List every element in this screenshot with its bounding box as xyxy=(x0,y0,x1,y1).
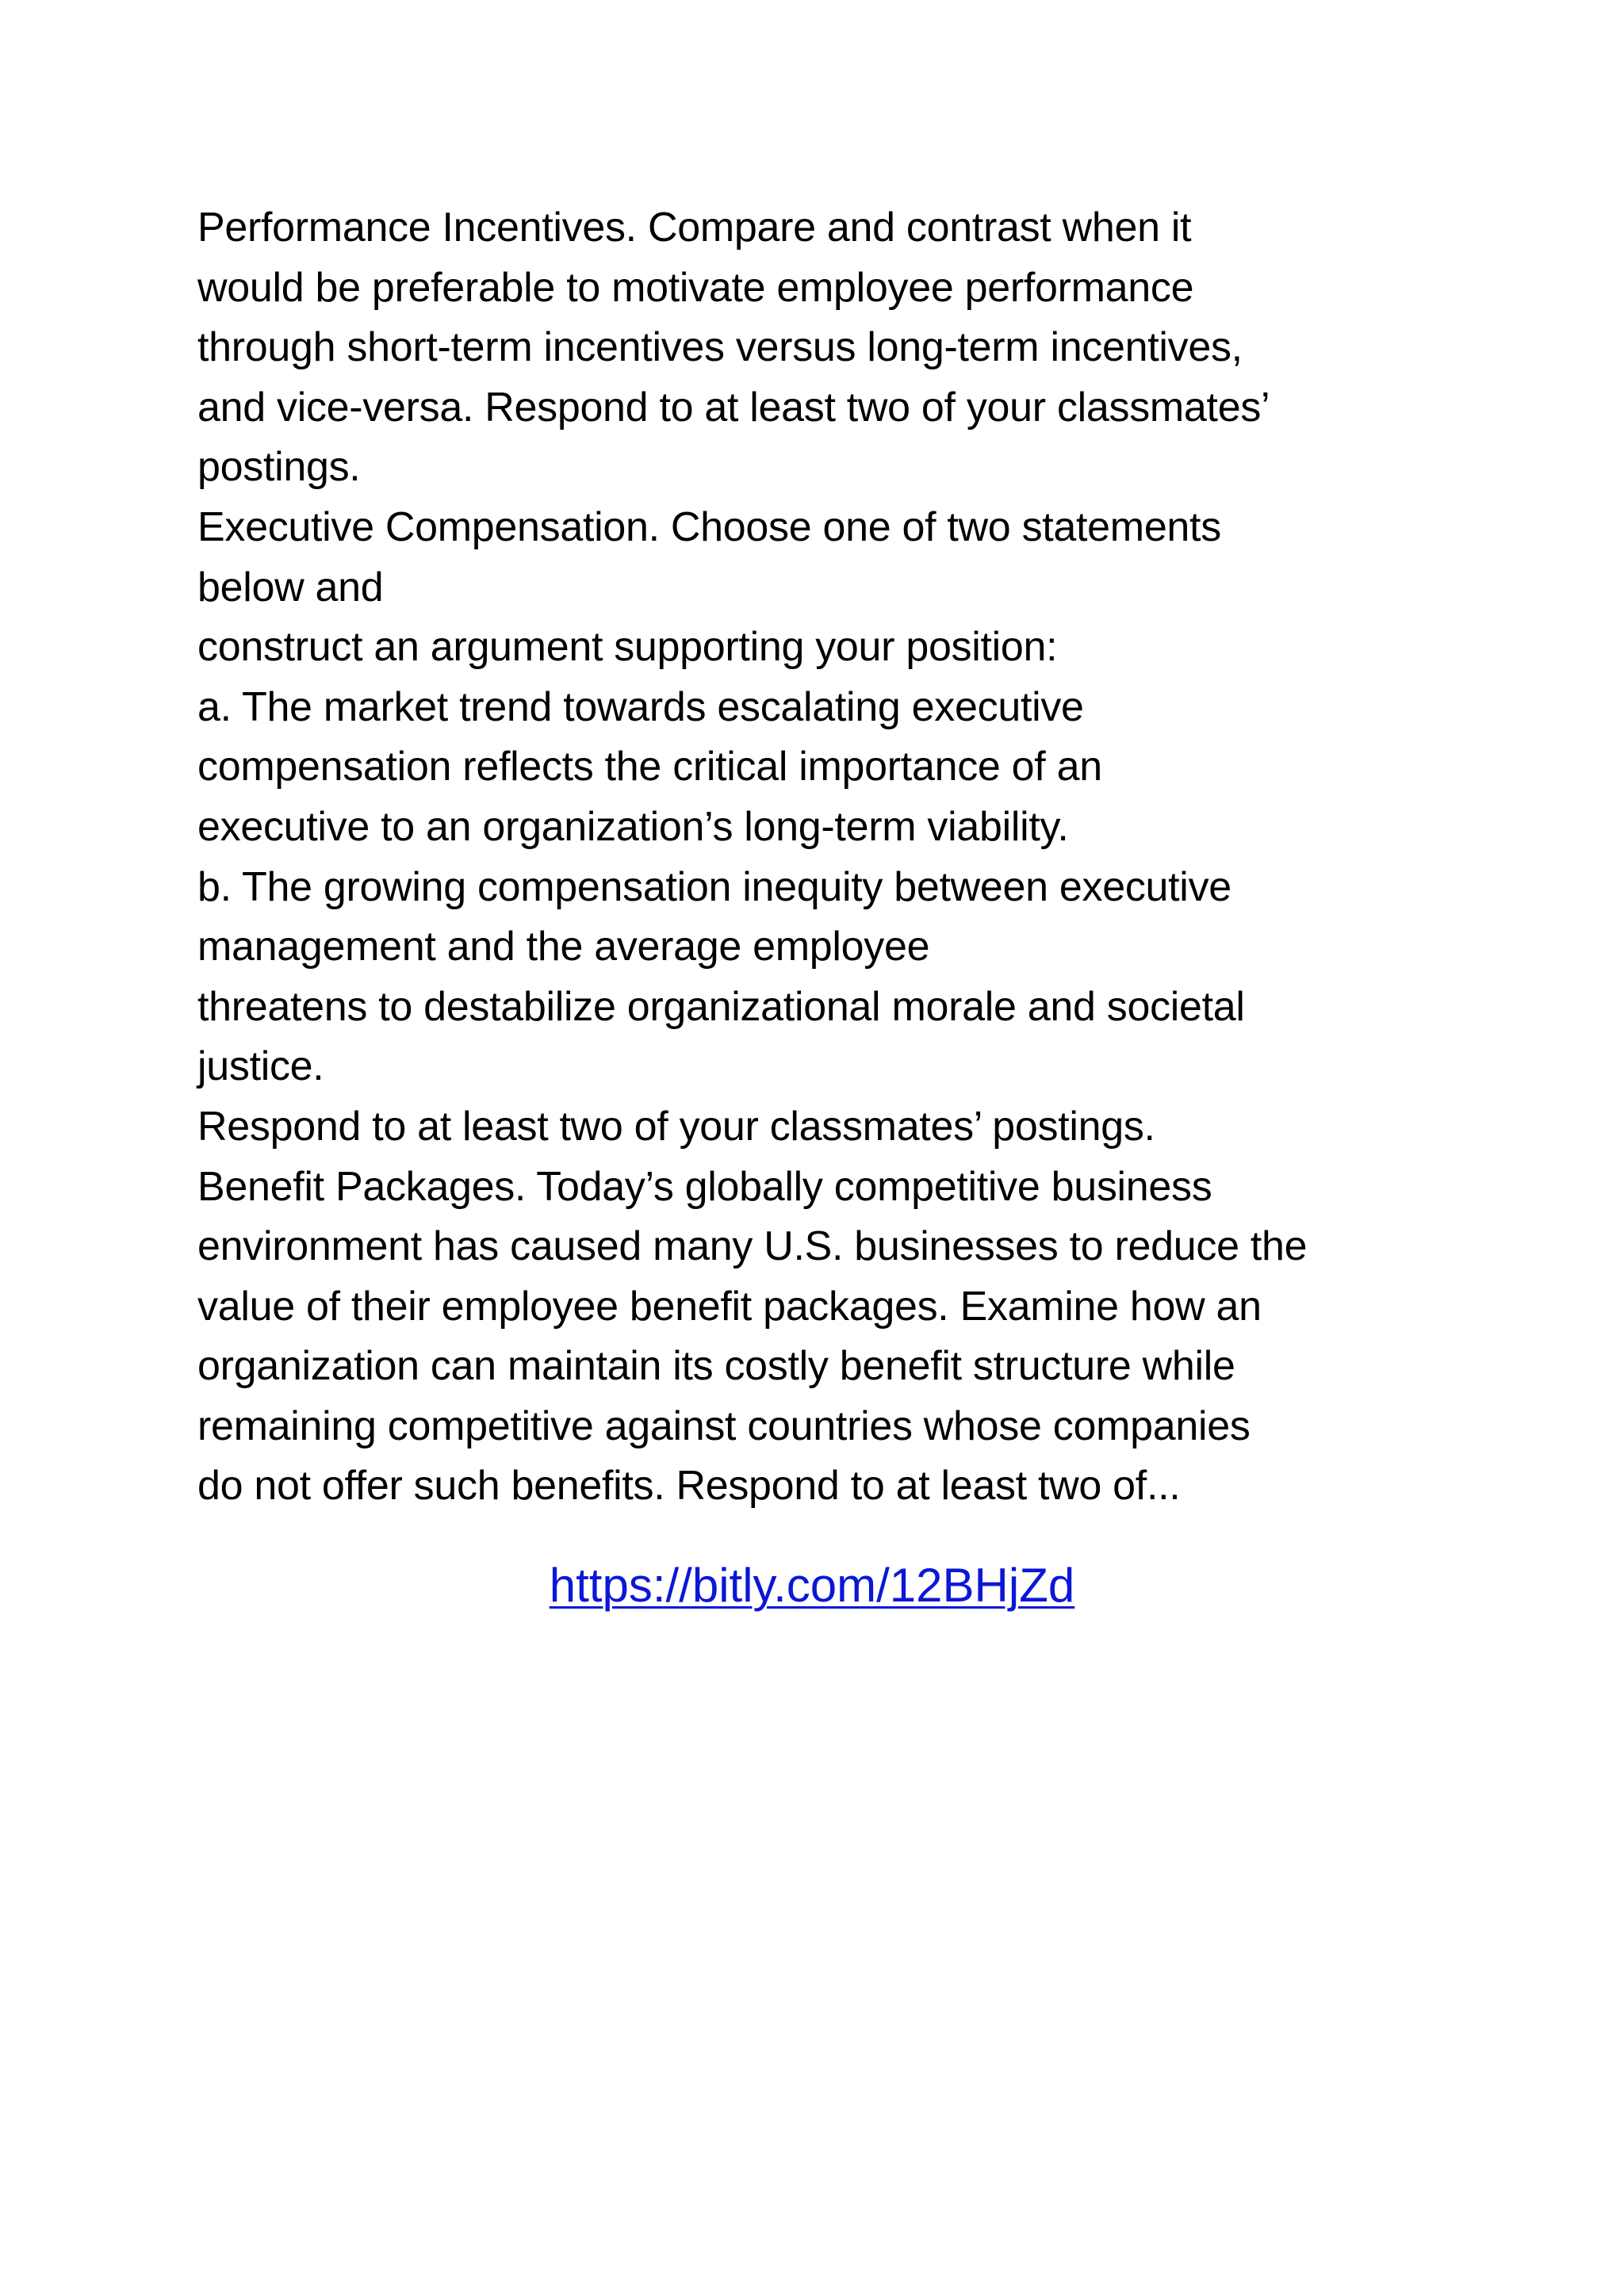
text-line: management and the average employee xyxy=(197,924,930,970)
text-line: Performance Incentives. Compare and contrast when it xyxy=(197,205,1192,251)
text-line: below and xyxy=(197,564,384,610)
text-line: value of their employee benefit packages. Examine how an xyxy=(197,1283,1262,1330)
text-line: Executive Compensation. Choose one of two statements xyxy=(197,503,1221,550)
text-line: a. The market trend towards escalating executive xyxy=(197,683,1084,730)
link-container xyxy=(0,1554,1624,1617)
text-line: do not offer such benefits. Respond to at least two of... xyxy=(197,1463,1181,1510)
text-line: justice. xyxy=(197,1043,324,1090)
text-line: b. The growing compensation inequity between executive xyxy=(197,863,1231,910)
text-line: and vice-versa. Respond to at least two of your classmates’ xyxy=(197,384,1270,430)
document-body xyxy=(197,198,1514,1517)
text-line: executive to an organization’s long-term viability. xyxy=(197,803,1069,850)
short-url-link[interactable]: https://bitly.com/12BHjZd xyxy=(549,1559,1075,1612)
text-line: remaining competitive against countries whose companies xyxy=(197,1402,1251,1449)
text-line: Benefit Packages. Today’s globally competitive business xyxy=(197,1163,1212,1210)
text-line: threatens to destabilize organizational morale and societal xyxy=(197,983,1245,1030)
text-line: through short-term incentives versus long-term incentives, xyxy=(197,324,1243,371)
text-line: construct an argument supporting your position: xyxy=(197,624,1058,671)
text-line: Respond to at least two of your classmates’ postings. xyxy=(197,1103,1155,1150)
text-line: environment has caused many U.S. businesses to reduce the xyxy=(197,1223,1308,1270)
text-line: postings. xyxy=(197,444,361,491)
text-line: compensation reflects the critical importance of an xyxy=(197,744,1102,790)
text-line: would be preferable to motivate employee performance xyxy=(197,264,1194,311)
text-line: organization can maintain its costly benefit structure while xyxy=(197,1343,1235,1390)
